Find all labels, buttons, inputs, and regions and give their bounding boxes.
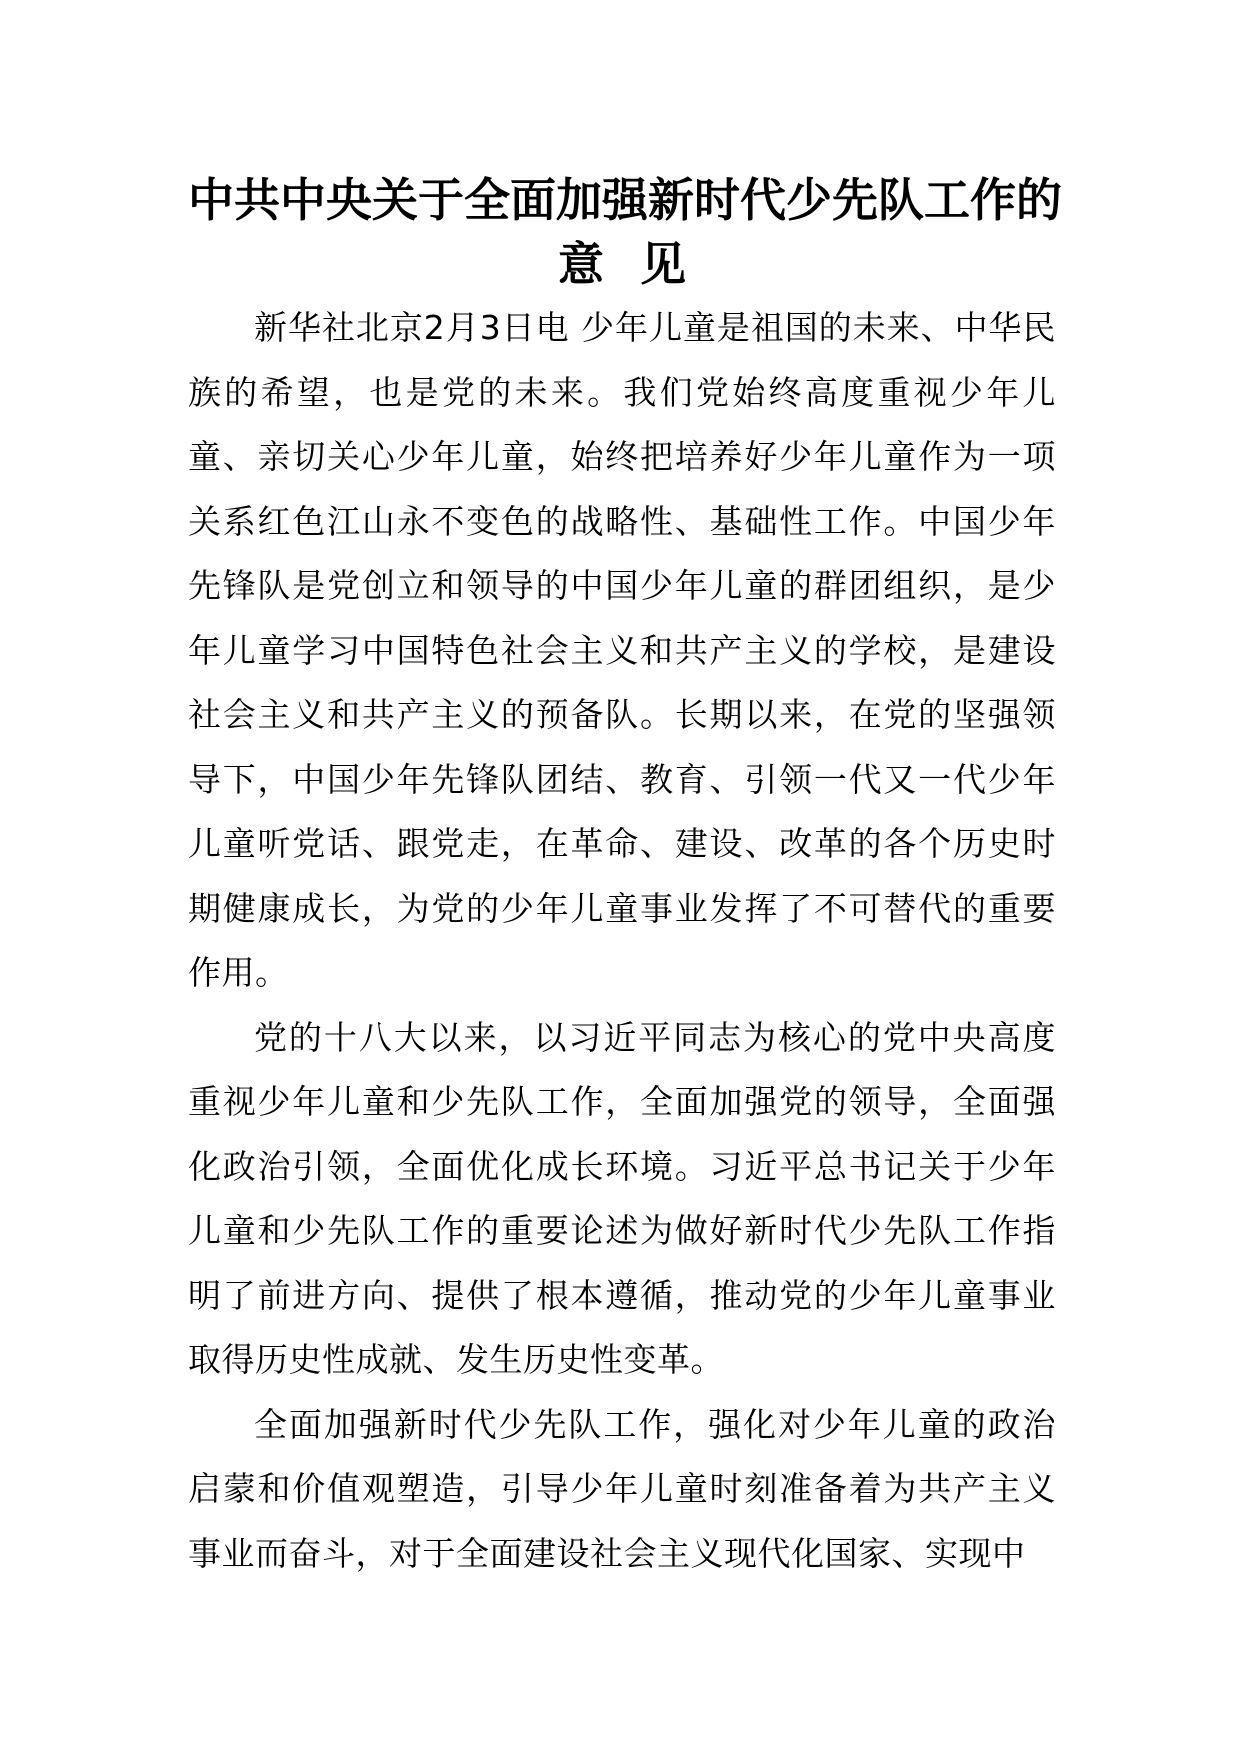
document-title [188,168,1062,296]
title-line-1: 中共中央关于全面加强新时代少先队工作的 [188,173,1062,227]
paragraph-2: 党的十八大以来，以习近平同志为核心的党中央高度重视少年儿童和少先队工作，全面加强党的领导，全面强化政治引领，全面优化成长环境。习近平总书记关于少年儿童和少先队工作的重要论述为做好新时代少先队工作指明了前进方向、提供了根本遵循，推动党的少年儿童事业取得历史性成就、发生历史性变革。 [188,1017,1056,1379]
title-line-2: 意见 [558,237,722,291]
paragraph-1: 新华社北京2月3日电 少年儿童是祖国的未来、中华民族的希望，也是党的未来。我们党始终高度重视少年儿童、亲切关心少年儿童，始终把培养好少年儿童作为一项关系红色江山永不变色的战略性、基础性工作。中国少年先锋队是党创立和领导的中国少年儿童的群团组织，是少年儿童学习中国特色社会主义和共产主义的学校，是建设社会主义和共产主义的预备队。长期以来，在党的坚强领导下，中国少年先锋队团结、教育、引领一代又一代少年儿童听党话、跟党走，在革命、建设、改革的各个历史时期健康成长，为党的少年儿童事业发挥了不可替代的重要作用。 [188,308,1056,992]
paragraph-3: 全面加强新时代少先队工作，强化对少年儿童的政治启蒙和价值观塑造，引导少年儿童时刻准备着为共产主义事业而奋斗，对于全面建设社会主义现代化国家、实现中 [188,1404,1056,1573]
document-body [188,168,1062,1586]
